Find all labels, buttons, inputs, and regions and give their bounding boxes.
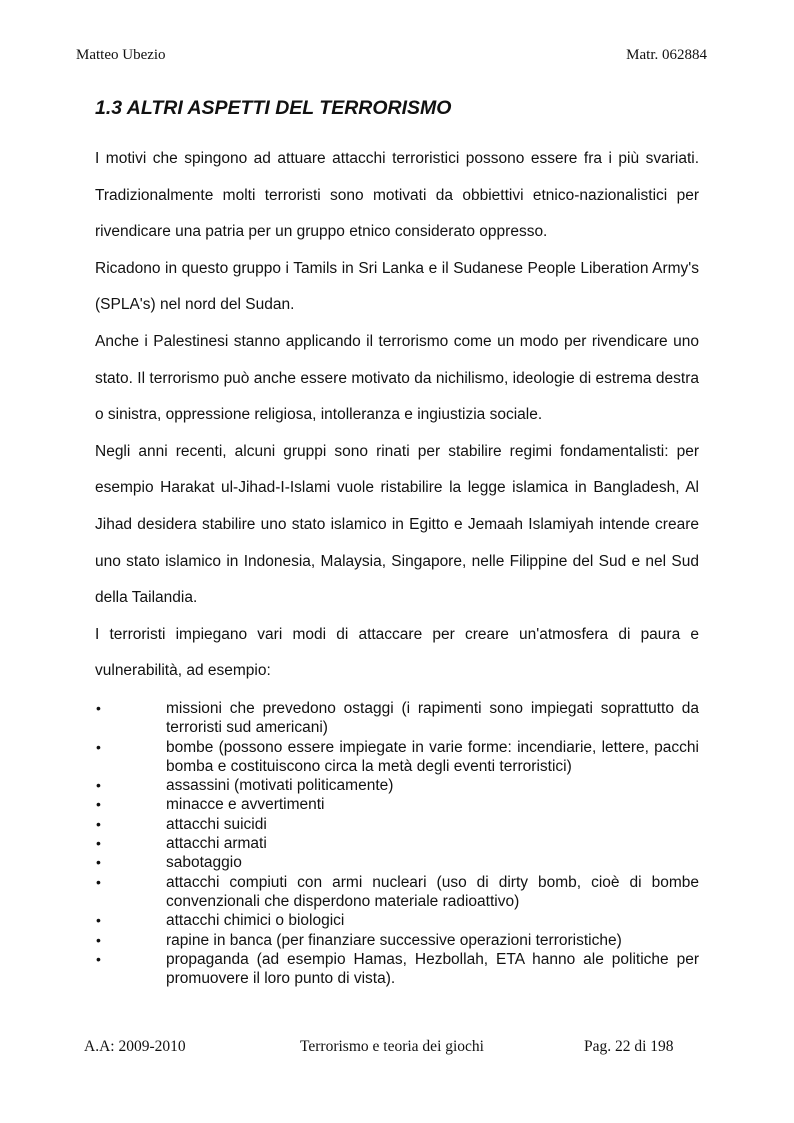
bullet-icon: • [96,796,101,813]
list-item [95,834,699,853]
bullet-icon: • [96,950,101,967]
list-item [95,738,699,777]
paragraph: Negli anni recenti, alcuni gruppi sono rinati per stabilire regimi fondamentalisti: per esempio Harakat ul-Jihad-I-Islami vuole ristabilire la legge islamica in Bangladesh, Al Jihad desidera stabilire uno stato islamico in Egitto e Jemaah Islamiyah intende creare uno stato islamico in Indonesia, Malaysia, Singapore, nelle Filippine del Sud e nel Sud della Tailandia. [95,442,699,607]
bullet-icon: • [96,835,101,852]
list-item-text: rapine in banca (per finanziare successive operazioni terroristiche) [166,931,622,949]
bullet-icon: • [96,777,101,794]
list-item [95,931,699,950]
list-item [95,815,699,834]
header-author: Matteo Ubezio [76,47,166,63]
list-item-text: attacchi armati [166,835,267,853]
list-item [95,776,699,795]
paragraph: I motivi che spingono ad attuare attacchi terroristici possono essere fra i più svariati. Tradizionalmente molti terroristi sono motivati da obbiettivi etnico-nazionalistici per rivendicare una patria per un gruppo etnico considerato oppresso. [95,150,699,241]
list-item-text: minacce e avvertimenti [166,796,325,814]
list-item-text: attacchi compiuti con armi nucleari (uso di dirty bomb, cioè di bombe convenzionali che disperdono materiale radioattivo) [166,873,699,910]
bullet-icon: • [96,931,101,948]
header-matricola: Matr. 062884 [626,47,707,63]
footer-academic-year: A.A: 2009-2010 [84,1038,186,1055]
list-item [95,911,699,930]
list-item-text: attacchi suicidi [166,815,267,833]
paragraph: Anche i Palestinesi stanno applicando il terrorismo come un modo per rivendicare uno stato. Il terrorismo può anche essere motivato da nichilismo, ideologie di estrema destra o sinistra, oppressione religiosa, intolleranza e ingiustizia sociale. [95,332,699,424]
footer-thesis-title: Terrorismo e teoria dei giochi [300,1038,484,1055]
footer-page-number: Pag. 22 di 198 [584,1038,674,1055]
section-title: 1.3 ALTRI ASPETTI DEL TERRORISMO [95,97,452,119]
list-item-text: bombe (possono essere impiegate in varie forme: incendiarie, lettere, pacchi bomba e costituiscono circa la metà degli eventi terroristici) [166,738,699,775]
bullet-icon: • [96,854,101,871]
list-item [95,853,699,872]
paragraph: Ricadono in questo gruppo i Tamils in Sri Lanka e il Sudanese People Liberation Army's (SPLA's) nel nord del Sudan. [95,259,699,314]
list-item-text: sabotaggio [166,854,242,872]
list-item-text: missioni che prevedono ostaggi (i rapimenti sono impiegati soprattutto da terroristi sud americani) [166,700,699,737]
paragraph: I terroristi impiegano vari modi di attaccare per creare un'atmosfera di paura e vulnerabilità, ad esempio: [95,625,699,680]
bullet-icon: • [96,700,101,716]
list-item-text: attacchi chimici o biologici [166,912,345,930]
attack-methods-list [95,699,699,988]
list-item-text: propaganda (ad esempio Hamas, Hezbollah, ETA hanno ale politiche per promuovere il loro punto di vista). [166,950,699,988]
body-text [95,141,699,690]
list-item [95,699,699,738]
bullet-icon: • [96,815,101,832]
list-item [95,795,699,814]
bullet-icon: • [96,738,101,755]
bullet-icon: • [96,912,101,929]
list-item-text: assassini (motivati politicamente) [166,777,394,795]
list-item [95,873,699,912]
list-item [95,950,699,989]
bullet-icon: • [96,873,101,890]
